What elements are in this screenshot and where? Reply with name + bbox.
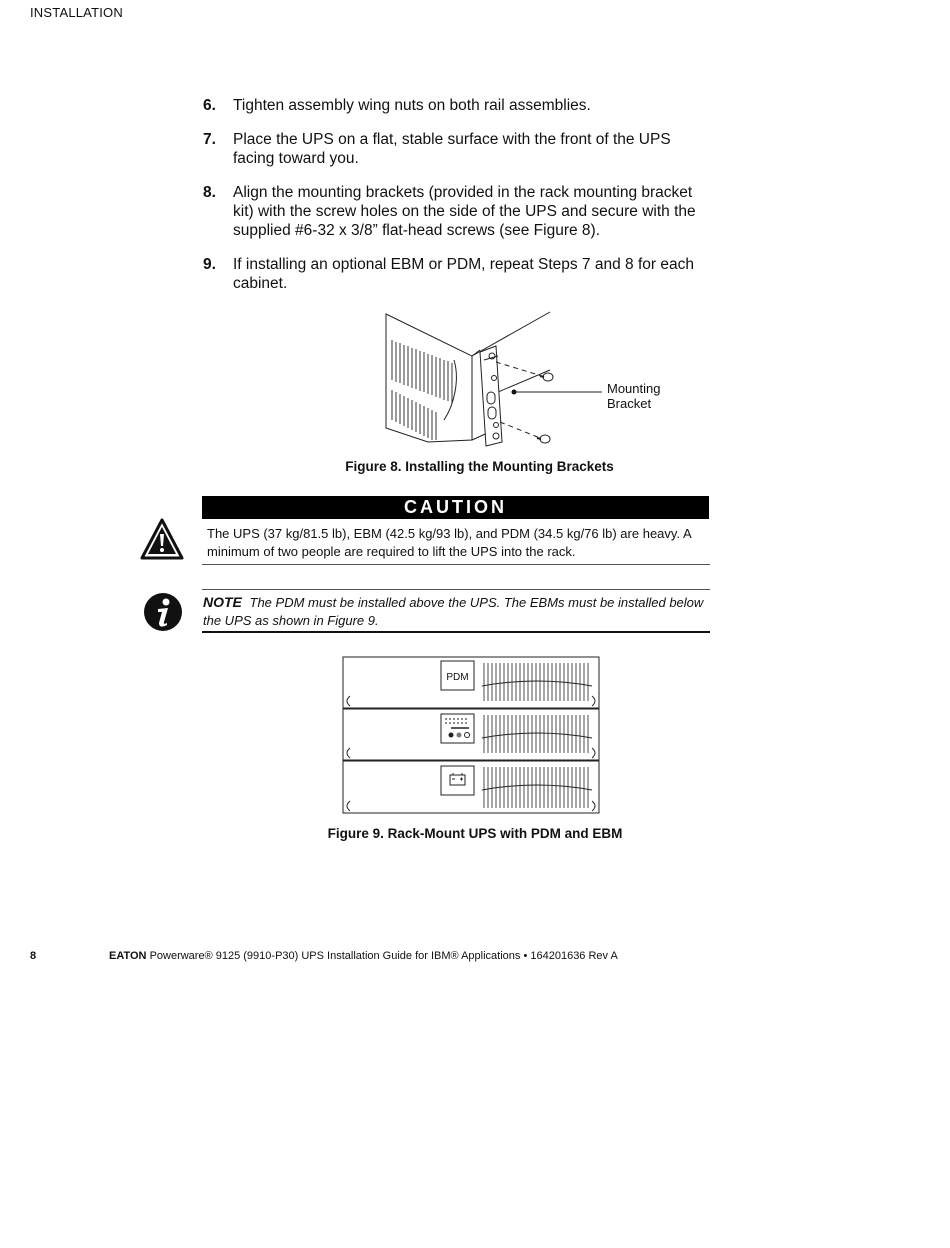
footer-title [109, 950, 618, 962]
divider [202, 631, 710, 633]
page-number: 8 [30, 950, 37, 962]
ups-control-panel-icon [445, 719, 470, 738]
figure-8-mounting-bracket-illustration [384, 310, 674, 455]
caution-title: CAUTION [202, 496, 709, 519]
callout-bracket-label: Bracket [607, 396, 652, 411]
divider [202, 564, 710, 565]
figure-9-rack-stack-illustration [342, 656, 602, 816]
note-body: The PDM must be installed above the UPS. The EBMs must be installed below the UPS as shown in Figure 9. [203, 595, 704, 628]
step-number: 8. [203, 184, 216, 201]
step-item [203, 183, 713, 240]
step-text: Align the mounting brackets (provided in the rack mounting bracket kit) with the screw holes on the side of the UPS and secure with the supplied #6-32 x 3/8” flat-head screws (see Figure 8). [233, 184, 696, 239]
step-item [203, 96, 713, 115]
note-text [203, 593, 713, 630]
step-item [203, 130, 713, 168]
pdm-label: PDM [446, 672, 469, 683]
footer-doc-title: Powerware® 9125 (9910-P30) UPS Installation Guide for IBM® Applications • 164201636 Rev A [149, 950, 618, 962]
warning-triangle-icon [140, 518, 184, 560]
step-item [203, 255, 713, 293]
note-label: NOTE [203, 594, 242, 610]
installation-steps [203, 96, 713, 308]
divider [202, 589, 710, 590]
section-header: INSTALLATION [30, 5, 123, 20]
step-text: Place the UPS on a flat, stable surface with the front of the UPS facing toward you. [233, 131, 671, 167]
step-text: Tighten assembly wing nuts on both rail assemblies. [233, 97, 591, 114]
step-number: 6. [203, 97, 216, 114]
battery-icon [450, 773, 465, 785]
step-number: 7. [203, 131, 216, 148]
figure-9-caption: Figure 9. Rack-Mount UPS with PDM and EBM [327, 826, 623, 841]
step-text: If installing an optional EBM or PDM, repeat Steps 7 and 8 for each cabinet. [233, 256, 694, 292]
footer-brand: EATON [109, 950, 147, 962]
info-icon [143, 592, 183, 632]
figure-8-caption: Figure 8. Installing the Mounting Brackets [345, 459, 614, 474]
step-number: 9. [203, 256, 216, 273]
caution-text: The UPS (37 kg/81.5 lb), EBM (42.5 kg/93 lb), and PDM (34.5 kg/76 lb) are heavy. A minimum of two people are required to lift the UPS into the rack. [207, 526, 691, 559]
callout-mounting-label: Mounting [607, 381, 661, 396]
